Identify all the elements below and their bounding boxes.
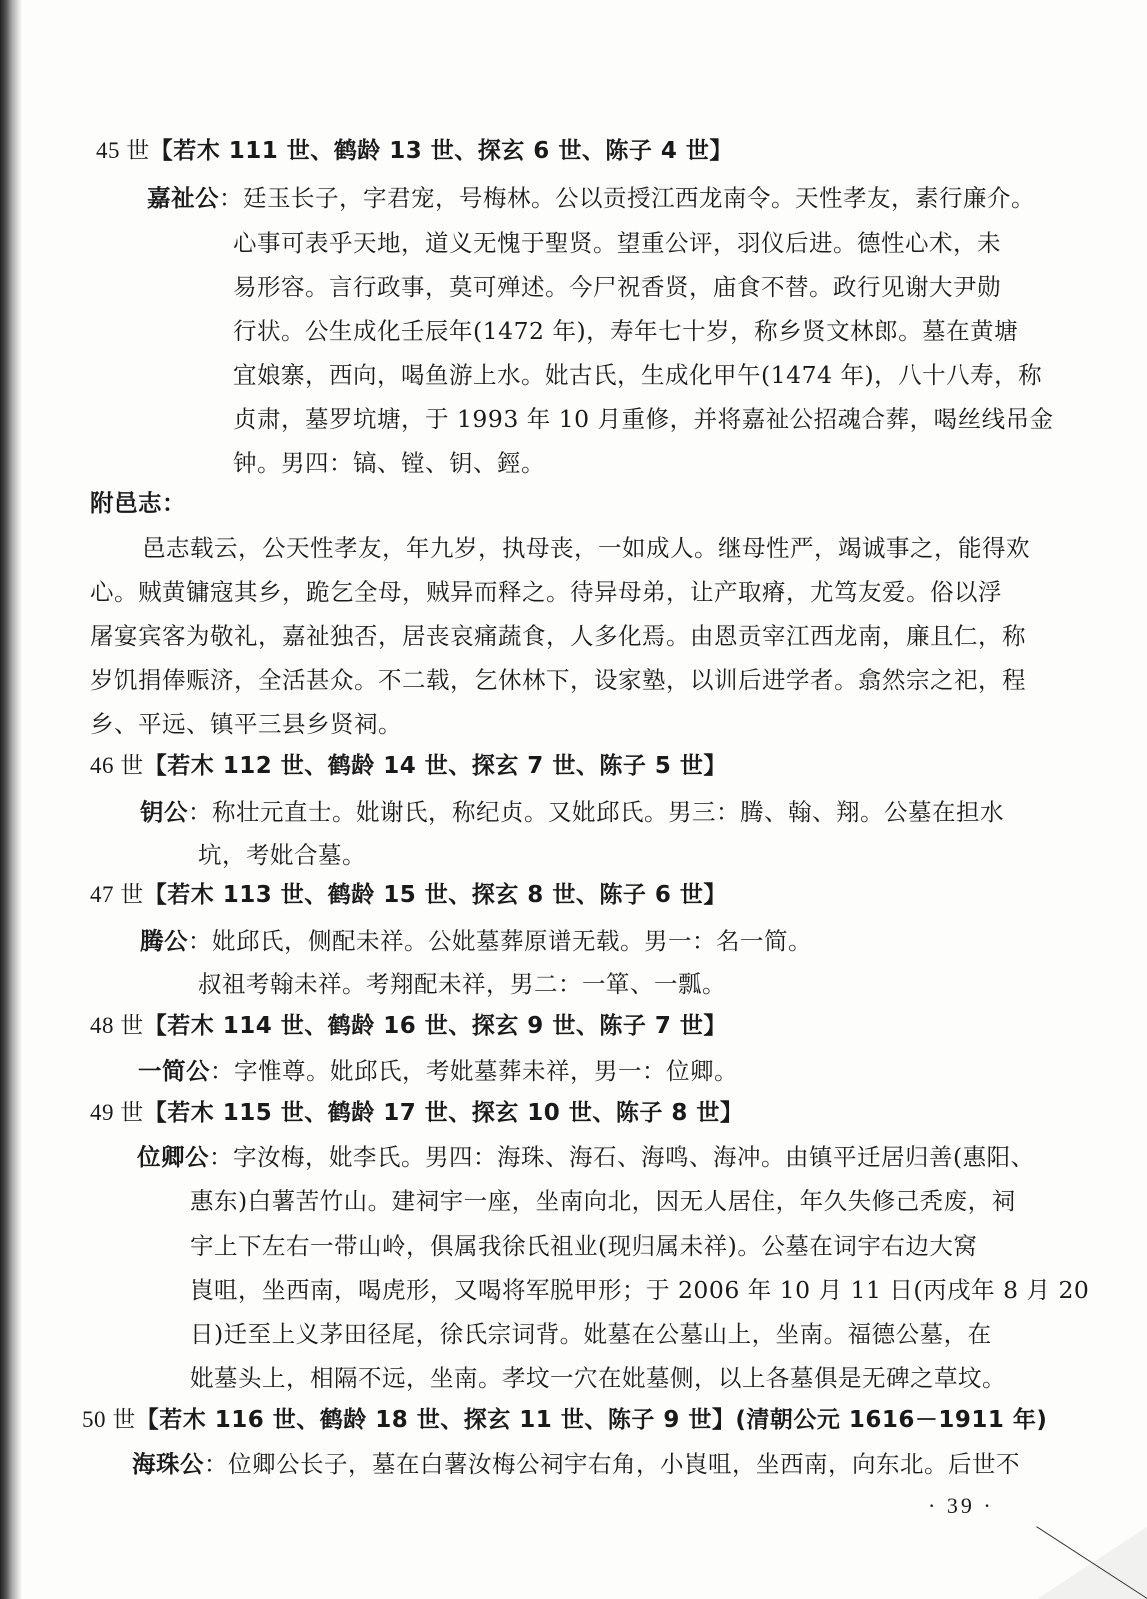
entry-line: 妣墓头上，相隔不远，坐南。孝坟一穴在妣墓侧，以上各墓俱是无碑之草坟。: [190, 1364, 1006, 1392]
entry-line: 崀咀，坐西南，喝虎形，又喝将军脱甲形；于 2006 年 10 月 11 日(丙戌年 8 月 20: [190, 1276, 1090, 1304]
entry-line: 坑，考妣合墓。: [198, 841, 366, 869]
entry-line: 贞肃，墓罗坑塘，于 1993 年 10 月重修，并将嘉祉公招魂合葬，喝丝线吊金: [233, 405, 1054, 433]
generation-number: 45 世: [96, 138, 150, 163]
generation-number: 46 世: [90, 753, 144, 778]
page-number: · 39 ·: [928, 1493, 994, 1518]
generation-heading: [96, 134, 733, 168]
entry-line: 惠东)白薯苦竹山。建祠宇一座，坐南向北，因无人居住，年久失修己秃废，祠: [190, 1187, 1016, 1215]
entry-line: 宇上下左右一带山岭，俱属我徐氏祖业(现归属未祥)。公墓在词宇右边大窝: [190, 1232, 978, 1260]
entry-text: ：位卿公长子，墓在白薯汝梅公祠宇右角，小崀咀，坐西南，向东北。后世不: [204, 1450, 1020, 1478]
entry-line: [147, 181, 1035, 215]
entry-line: [140, 924, 812, 958]
generation-number: 50 世: [82, 1407, 136, 1432]
entry-line: 宜娘寨，西向，喝鱼游上水。妣古氏，生成化甲午(1474 年)，八十八寿，称: [233, 361, 1043, 389]
entry-text: ：妣邱氏，侧配未祥。公妣墓葬原谱无载。男一：名一简。: [188, 927, 812, 955]
paragraph-line: 乡、平远、镇平三县乡贤祠。: [90, 710, 402, 738]
generation-heading: [90, 1096, 743, 1130]
paragraph-line: 心。贼黄镛寇其乡，跪乞全母，贼异而释之。待异母弟，让产取瘠，尤笃友爱。俗以浮: [90, 578, 1002, 606]
generation-number: 49 世: [90, 1100, 144, 1125]
entry-line: [132, 1447, 1020, 1481]
paragraph-line: 岁饥捐俸赈济，全活甚众。不二载，乞休林下，设家塾，以训后进学者。翕然宗之祀，程: [90, 666, 1026, 694]
paragraph-line: 屠宴宾客为敬礼，嘉祉独否，居丧哀痛蔬食，人多化焉。由恩贡宰江西龙南，廉且仁，称: [90, 622, 1026, 650]
generation-lineage: 【若木 112 世、鹤龄 14 世、探玄 7 世、陈子 5 世】: [143, 753, 727, 779]
section-heading: 附邑志：: [90, 489, 186, 517]
entry-text: ：廷玉长子，字君宠，号梅林。公以贡授江西龙南令。天性孝友，素行廉介。: [219, 184, 1035, 212]
ancestor-name: 位卿公: [137, 1143, 209, 1171]
generation-heading: [90, 749, 727, 783]
entry-line: [138, 1054, 738, 1088]
generation-lineage: 【若木 111 世、鹤龄 13 世、探玄 6 世、陈子 4 世】: [149, 138, 733, 164]
generation-heading: [90, 1009, 727, 1043]
entry-line: 钟。男四：镐、镗、钥、鋞。: [233, 449, 545, 477]
generation-lineage: 【若木 113 世、鹤龄 15 世、探玄 8 世、陈子 6 世】: [143, 882, 727, 908]
ancestor-name: 海珠公: [132, 1450, 204, 1478]
entry-text: ：称壮元直士。妣谢氏，称纪贞。又妣邱氏。男三：腾、翰、翔。公墓在担水: [188, 798, 1004, 826]
entry-line: 易形容。言行政事，莫可殚述。今尸祝香贤，庙食不替。政行见谢大尹勋: [233, 273, 1001, 301]
ancestor-name: 嘉祉公: [147, 184, 219, 212]
generation-heading: [90, 878, 727, 912]
generation-lineage: 【若木 114 世、鹤龄 16 世、探玄 9 世、陈子 7 世】: [143, 1013, 727, 1039]
ancestor-name: 钥公: [140, 798, 188, 826]
entry-line: 心事可表乎天地，道义无愧于聖贤。望重公评，羽仪后进。德性心术，未: [233, 229, 1001, 257]
entry-line: 行状。公生成化壬辰年(1472 年)，寿年七十岁，称乡贤文林郎。墓在黄塘: [233, 317, 1019, 345]
generation-heading: [82, 1403, 1047, 1437]
scan-shadow-edge: [0, 0, 22, 1599]
ancestor-name: 腾公: [140, 927, 188, 955]
generation-lineage: 【若木 115 世、鹤龄 17 世、探玄 10 世、陈子 8 世】: [143, 1100, 744, 1126]
generation-number: 47 世: [90, 882, 144, 907]
generation-number: 48 世: [90, 1013, 144, 1038]
entry-line: 日)迁至上义茅田径尾，徐氏宗词背。妣墓在公墓山上，坐南。福德公墓，在: [190, 1320, 992, 1348]
paragraph-line: 邑志载云，公天性孝友，年九岁，执母丧，一如成人。继母性严，竭诚事之，能得欢: [142, 534, 1030, 562]
entry-text: ：字惟尊。妣邱氏，考妣墓葬未祥，男一：位卿。: [210, 1057, 738, 1085]
entry-line: [137, 1140, 1035, 1174]
entry-text: ：字汝梅，妣李氏。男四：海珠、海石、海鸣、海冲。由镇平迁居归善(惠阳、: [209, 1143, 1035, 1171]
entry-line: 叔祖考翰未祥。考翔配未祥，男二：一箪、一瓢。: [198, 970, 726, 998]
ancestor-name: 一简公: [138, 1057, 210, 1085]
entry-line: [140, 795, 1004, 829]
generation-lineage: 【若木 116 世、鹤龄 18 世、探玄 11 世、陈子 9 世】(清朝公元 1616－1911 年): [135, 1407, 1048, 1433]
